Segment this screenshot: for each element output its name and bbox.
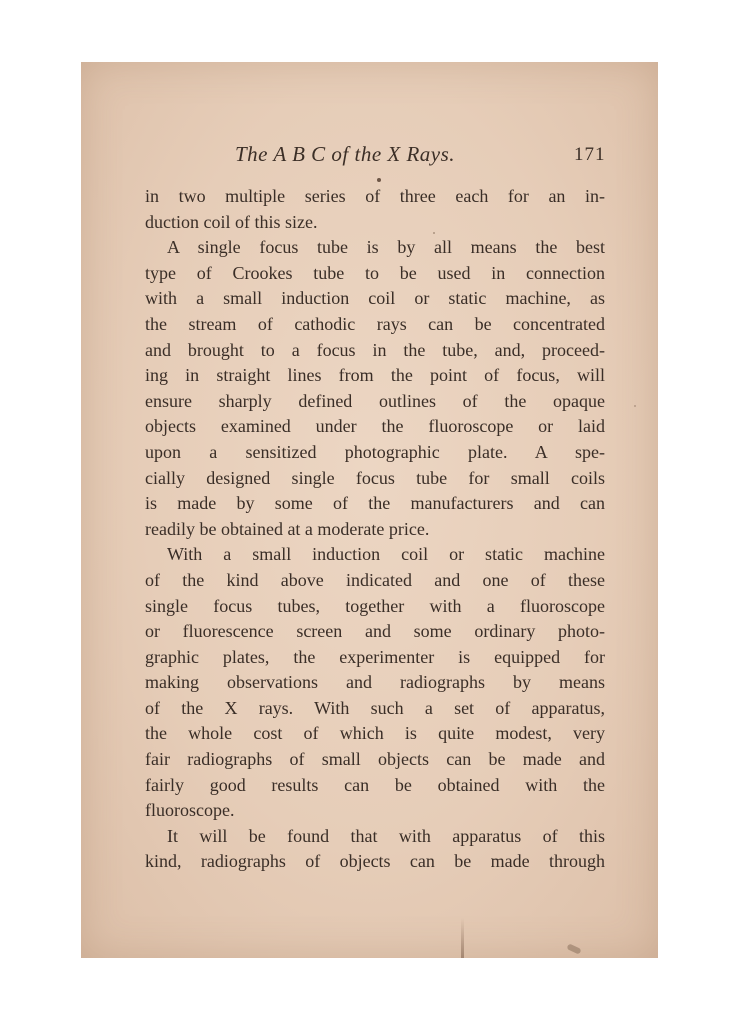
text-line: ing in straight lines from the point of focus, will xyxy=(145,365,605,386)
text-line: is made by some of the manufacturers and can xyxy=(145,493,605,514)
running-title: The A B C of the X Rays. xyxy=(235,142,456,166)
text-line: readily be obtained at a moderate price. xyxy=(145,518,430,539)
text-line: upon a sensitized photographic plate. A spe- xyxy=(145,441,605,462)
running-head xyxy=(81,142,658,172)
text-line: and brought to a focus in the tube, and, proceed- xyxy=(145,339,605,360)
text-line: of the kind above indicated and one of these xyxy=(145,569,605,590)
text-line: making observations and radiographs by means xyxy=(145,672,605,693)
ink-speck xyxy=(377,178,381,182)
text-line: with a small induction coil or static machine, as xyxy=(145,288,605,309)
scanned-page xyxy=(81,62,658,958)
text-line: It will be found that with apparatus of this xyxy=(167,825,605,846)
text-line: type of Crookes tube to be used in connection xyxy=(145,262,605,283)
text-line: objects examined under the fluoroscope or laid xyxy=(145,416,605,437)
text-line: kind, radiographs of objects can be made through xyxy=(145,851,605,872)
text-line: A single focus tube is by all means the best xyxy=(167,237,605,258)
text-line: ensure sharply defined outlines of the opaque xyxy=(145,390,605,411)
text-line: fair radiographs of small objects can be made and xyxy=(145,749,605,770)
page-shadow-mark xyxy=(461,918,464,958)
page-shadow-mark xyxy=(566,943,581,954)
text-line: of the X rays. With such a set of apparatus, xyxy=(145,697,605,718)
text-line: single focus tubes, together with a fluoroscope xyxy=(145,595,605,616)
text-line: graphic plates, the experimenter is equipped for xyxy=(145,646,605,667)
text-line: fairly good results can be obtained with the xyxy=(145,774,605,795)
text-line: duction coil of this size. xyxy=(145,211,318,232)
text-line: fluoroscope. xyxy=(145,800,235,821)
page-number: 171 xyxy=(574,144,606,165)
ink-speck xyxy=(634,405,636,407)
text-line: the stream of cathodic rays can be concentrated xyxy=(145,313,605,334)
text-line: in two multiple series of three each for an in- xyxy=(145,186,605,206)
text-line: or fluorescence screen and some ordinary photo- xyxy=(145,621,605,642)
text-line: the whole cost of which is quite modest, very xyxy=(145,723,605,744)
body-text xyxy=(145,184,605,875)
text-line: With a small induction coil or static machine xyxy=(167,544,605,565)
text-line: cially designed single focus tube for small coils xyxy=(145,467,605,488)
